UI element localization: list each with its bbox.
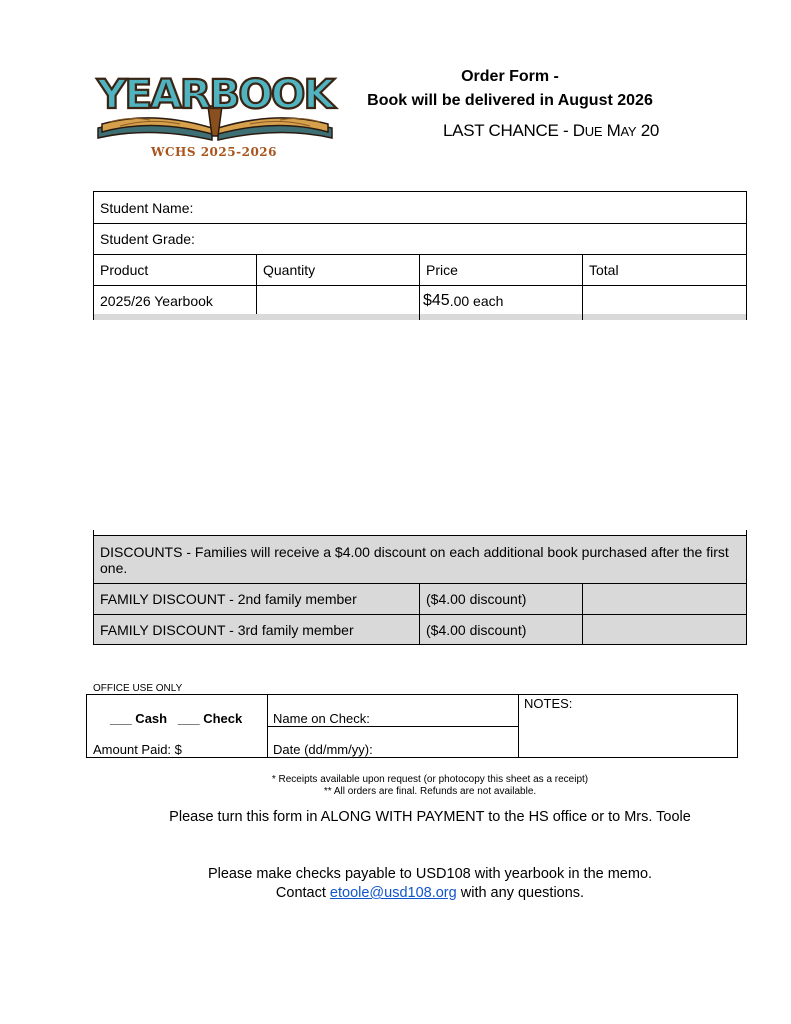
header-product-label: Product [100,262,149,278]
header-total [582,254,747,286]
table-edge [93,314,94,320]
amount-paid-label: Amount Paid: $ [93,742,182,757]
form-title: Order Form - [461,68,559,85]
cash-check-options[interactable]: ___ Cash ___ Check [110,711,243,726]
discount-row-2nd-amount [419,583,583,615]
payable-instructions: Please make checks payable to USD108 with yearbook in the memo. [207,866,653,882]
turn-in-instructions: Please turn this form in ALONG WITH PAYMENT to the HS office or to Mrs. Toole [169,809,691,825]
quantity-input[interactable] [256,285,420,317]
discount-2nd-total-input[interactable] [582,583,747,615]
discount-2nd-label: FAMILY DISCOUNT - 2nd family member [100,591,357,607]
last-chance-deadline [443,121,659,141]
discount-row-2nd-label [93,583,420,615]
discounts-info [93,535,747,584]
yearbook-logo [90,66,340,162]
student-grade-label: Student Grade: [100,231,195,247]
header-price-label: Price [426,262,458,278]
contact-prefix: Contact [275,885,330,901]
contact-suffix: with any questions. [456,885,585,901]
last-chance-text: LAST CHANCE - DUE MAY 20 [443,121,660,140]
product-name: 2025/26 Yearbook [100,293,213,309]
name-on-check-label: Name on Check: [273,711,370,726]
discount-row-3rd-amount [419,614,583,645]
contact-line [40,885,791,901]
table-edge [419,314,420,320]
final-sale-note: ** All orders are final. Refunds are not available. [323,786,537,797]
discount-row-3rd-label [93,614,420,645]
yearbook-logo-image [90,66,340,162]
price-cell [419,285,583,317]
date-label: Date (dd/mm/yy): [273,742,373,757]
email-link[interactable]: etoole@usd108.org [329,885,457,901]
discount-3rd-total-input[interactable] [582,614,747,645]
notes-label: NOTES: [524,696,573,711]
student-grade-field[interactable] [93,223,747,255]
header-price [419,254,583,286]
delivery-note: Book will be delivered in August 2026 [367,92,653,109]
receipt-note: * Receipts available upon request (or photocopy this sheet as a receipt) [271,774,589,785]
logo-caption: WCHS 2025-2026 [151,145,277,159]
student-name-field[interactable] [93,191,747,224]
price-cents: .00 each [449,293,504,309]
discounts-text: DISCOUNTS - Families will receive a $4.00 discount on each additional book purchased after the first one. [100,543,729,576]
discount-3rd-amount: ($4.00 discount) [426,621,527,638]
header-quantity [256,254,420,286]
office-use-heading: OFFICE USE ONLY [93,683,183,694]
logo-wordmark: YEARBOOK [95,72,338,118]
header-quantity-label: Quantity [263,262,316,278]
header-product [93,254,257,286]
student-name-label: Student Name: [100,199,194,216]
total-input[interactable] [582,285,747,317]
price-dollars: $45 [423,292,450,309]
product-cell [93,285,257,317]
header-total-label: Total [589,262,619,278]
gray-row-edge [93,314,747,320]
discount-2nd-amount: ($4.00 discount) [426,591,527,607]
table-edge [582,314,583,320]
table-edge [746,314,747,320]
discount-3rd-label: FAMILY DISCOUNT - 3rd family member [100,621,354,638]
